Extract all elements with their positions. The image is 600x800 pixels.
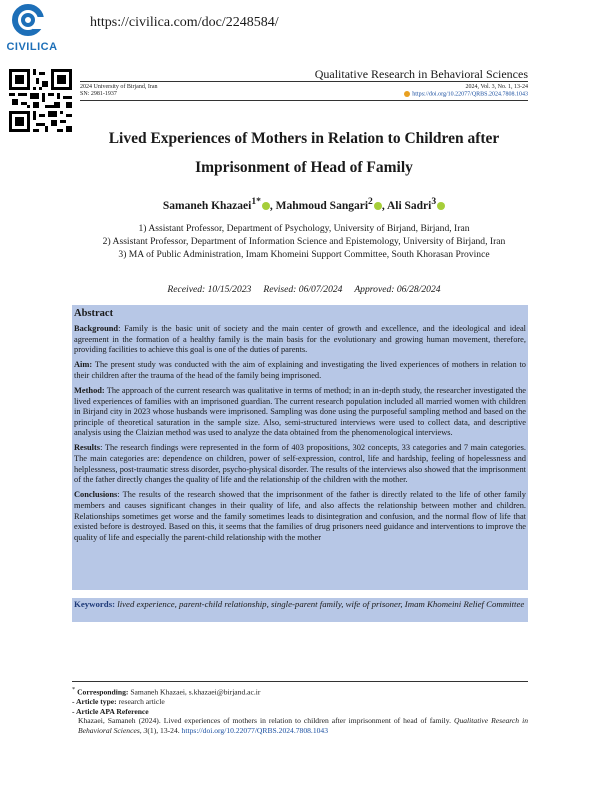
volume-line: 2024, Vol. 3, No. 1, 13-24 [465,84,528,90]
abstract-heading: Abstract [74,308,114,319]
abstract-method: Method: The approach of the current research was qualitative in terms of method; in an in-depth study, the researcher investigated the lived experiences of families with an imprisoned guardian. The current research population included all married women with children in Birjand city in 2023 whose husbands were imprisoned. Sampling was done using the purposeful sampling method and based on the principle of theoretical saturation in the sample size. Also, semi-structured interviews were used to collect data, and descriptive analysis using the Claizian method was used to analyze the data obtained from the phenomenological interviews. [74,385,526,438]
approved-date: Approved: 06/28/2024 [354,284,441,295]
author-3: Ali Sadri$^3$ [387,200,445,212]
header-rule [80,81,528,82]
abstract-results: Results: The research findings were represented in the form of 403 propositions, 302 concepts, 33 categories and 7 main categories. The main categories are: dependence on children, power of self-expression, control, life and hardship, feeling of hopelessness and helplessness, post-traumatic stress disorder, psycho-physical disorder. The results of the interviews also showed that the imprisonment of the father directly changes the quality of life and the relationship of the children with the mother. [74,443,526,485]
civilica-logo[interactable] [4,4,58,58]
civilica-logo-text: CIVILICA [6,41,58,53]
footer-notes [72,685,528,736]
abstract-aim: Aim: The present study was conducted with the aim of explaining and investigating the lived experiences of mothers in relation to their children after the trauma of the head of the family being imprisoned. [74,360,526,380]
reference-doi-link[interactable]: https://doi.org/10.22077/QRBS.2024.7808.1043 [181,725,329,735]
affiliations [80,222,528,261]
orcid-icon[interactable] [374,202,382,210]
university-line: 2024 University of Birjand, Iran [80,84,158,90]
keywords-text: lived experience, parent-child relationship, single-parent family, wife of prisoner, Imam Khomeini Relief Committee [115,599,525,609]
submission-dates [80,284,528,295]
affiliation-2: 2) Assistant Professor, Department of Information Science and Epistemology, University of Birjand, Iran [102,236,506,247]
abstract-conclusions: Conclusions: The results of the research showed that the imprisonment of the father is directly related to the life of other family members and causes significant changes in their quality of life, and also affects the relationship between mother and children. Relationships sometimes get worse and the family sometimes leads to disintegration and confusion, and the normal flow of life that existed before is destroyed. Based on this, it seems that the families of drug prisoners need guidance and interventions to improve the quality of life and especially the parent-child relationship with the mother [74,490,526,542]
orcid-icon[interactable] [437,202,445,210]
header-right-meta [404,84,528,98]
received-date: Received: 10/15/2023 [167,284,252,295]
author-list [80,196,528,212]
affiliation-1: 1) Assistant Professor, Department of Psychology, University of Birjand, Birjand, Iran [138,223,470,234]
doi-link[interactable]: https://doi.org/10.22077/QRBS.2024.7808.1043 [412,91,528,98]
revised-date: Revised: 06/07/2024 [263,284,343,295]
civilica-logo-inner [21,13,35,27]
issn-line: SN: 2981-1937 [80,91,117,97]
affiliation-3: 3) MA of Public Administration, Imam Khomeini Support Committee, South Khorasan Province [118,249,490,260]
paper-title: Lived Experiences of Mothers in Relation to Children after Imprisonment of Head of Family [108,130,500,176]
orcid-icon[interactable] [262,202,270,210]
author-2: Mahmoud Sangari$^2$ , [275,196,387,212]
keywords-box [72,598,528,622]
doi-line [404,91,528,98]
article-type: - Article type: research article [72,697,165,707]
header-left-meta [80,84,157,98]
abstract-background: Background: Family is the basic unit of society and the main center of growth and excellence, and the ideological and ideal agreement in the formation of a healthy family is the main basis for the evolutionary and growing human movement, therefore, providing facilities to achieve this goal is one of the duties of parents. [74,324,526,355]
corresponding-author: * Corresponding: Samaneh Khazaei, s.khazaei@birjand.ac.ir [72,686,261,697]
qr-code-icon [9,69,72,132]
apa-reference-label: - Article APA Reference [72,706,149,716]
keywords-label: Keywords: [74,599,116,609]
apa-reference: Khazaei, Samaneh (2024). Lived experiences of mothers in relation to children after imprisonment of head of family. Qualitative Research in Behavioral Sciences, 3(1), 13-24. https://doi.org/10.22077/QRBS.2024.7808.1043 [78,716,528,735]
header-bottom-rule [80,100,528,101]
author-1: Samaneh Khazaei$^{1*}$ , [162,196,276,212]
footer-rule [72,681,528,682]
open-access-icon [404,91,410,97]
abstract-box [72,305,528,590]
document-url[interactable]: https://civilica.com/doc/2248584/ [90,15,279,30]
journal-name: Qualitative Research in Behavioral Sciences [314,67,528,81]
